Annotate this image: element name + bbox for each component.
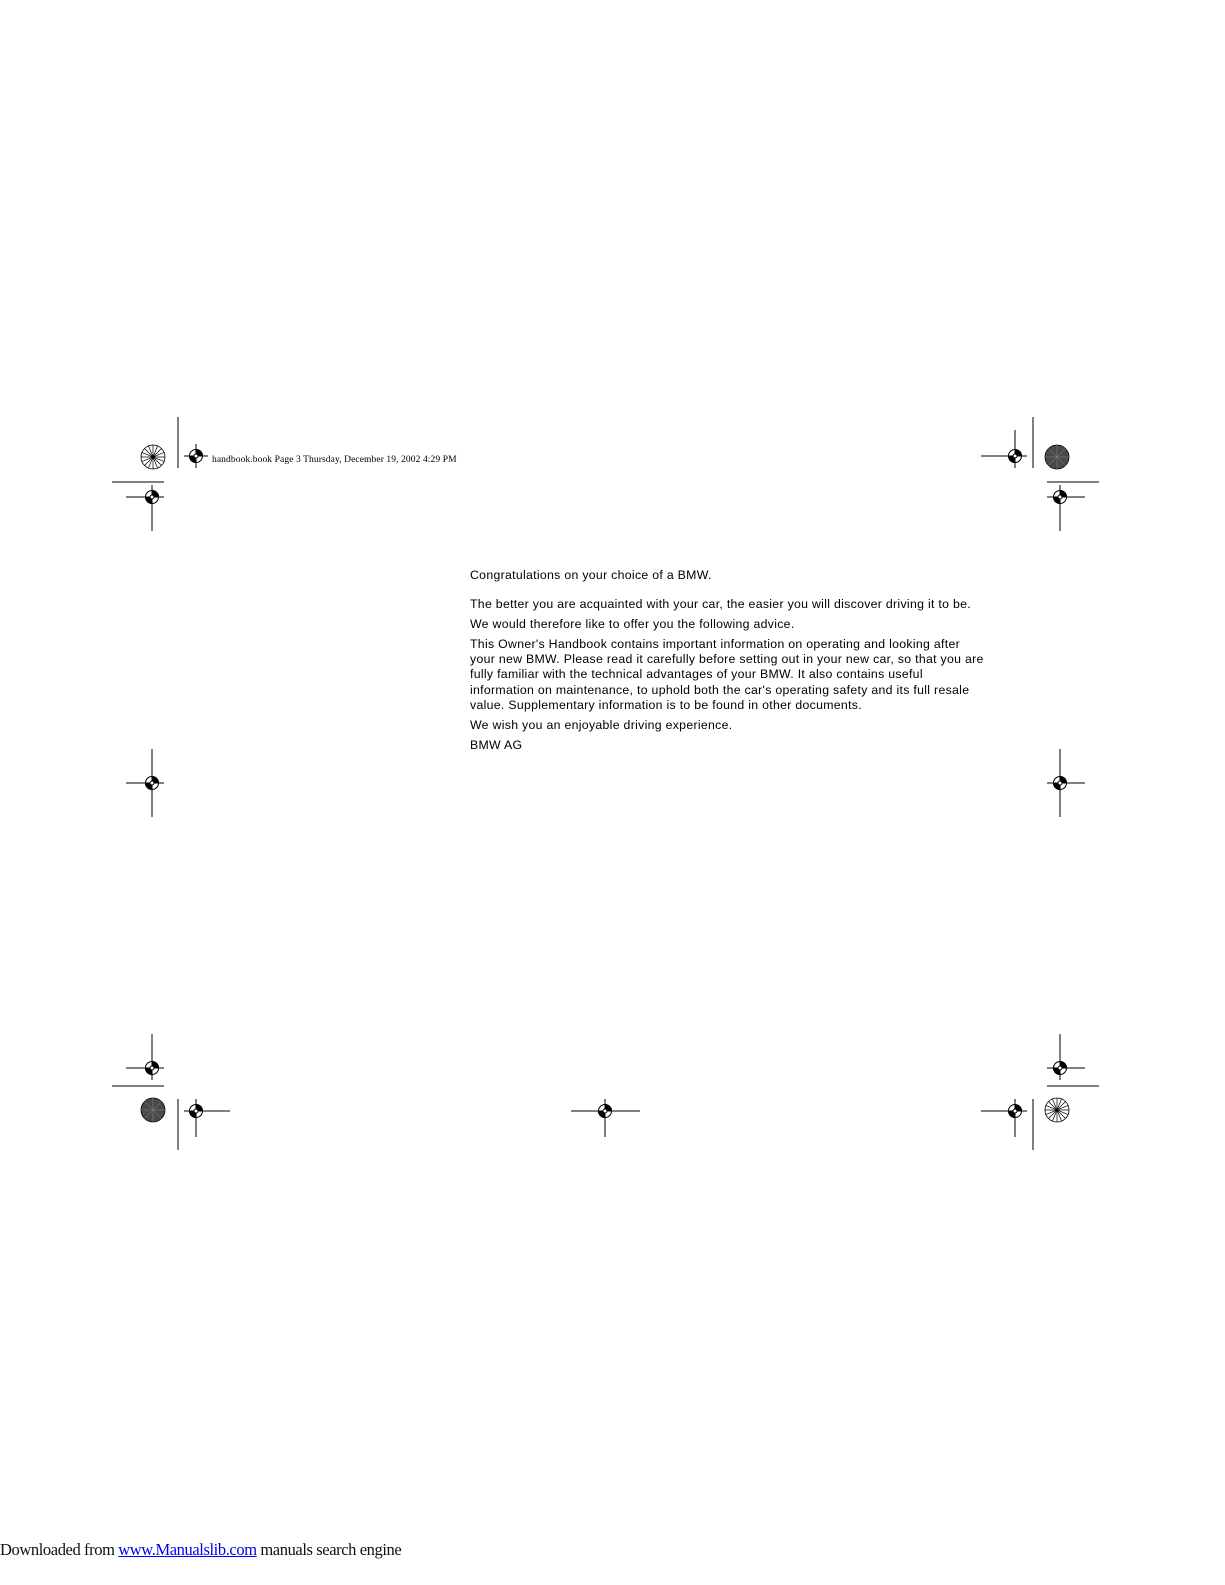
page-slug: handbook.book Page 3 Thursday, December 19, 2002 4:29 PM — [212, 455, 457, 465]
body-text — [470, 568, 985, 757]
footer-prefix: Downloaded from — [0, 1540, 119, 1559]
download-footer — [0, 1540, 401, 1560]
color-bar-marks — [141, 445, 1069, 1122]
congratulations-paragraph: Congratulations on your choice of a BMW. — [470, 568, 712, 582]
manualslib-link[interactable]: www.Manualslib.com — [118, 1540, 257, 1559]
handbook-paragraph: This Owner's Handbook contains important information on operating and looking after your new BMW. Please read it carefully before setting out in your new car, so that you are fully familiar with the technical advantages of your BMW. It also contains useful information on maintenance, to uphold both the car's operating safety and its full resale value. Supplementary information is to be found in other documents. — [470, 636, 984, 713]
signature: BMW AG — [470, 737, 523, 752]
registration-marks — [126, 430, 1085, 1137]
crop-marks — [112, 417, 1099, 1150]
acquainted-paragraph: The better you are acquainted with your car, the easier you will discover driving it to be. — [470, 597, 971, 612]
advice-paragraph: We would therefore like to offer you the following advice. — [470, 617, 795, 632]
footer-suffix: manuals search engine — [256, 1540, 402, 1559]
wish-paragraph: We wish you an enjoyable driving experience. — [470, 717, 733, 732]
